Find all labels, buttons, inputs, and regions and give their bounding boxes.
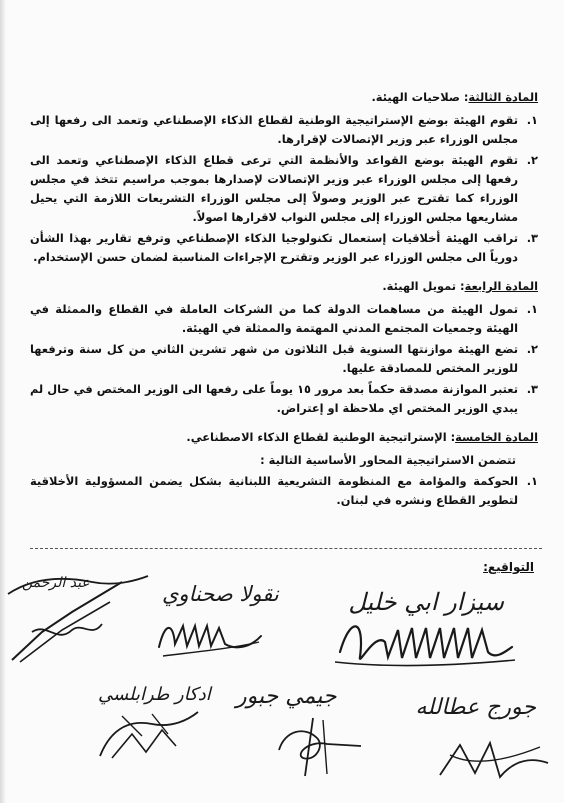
article-4-item-1 bbox=[30, 300, 538, 338]
article-3-item-1 bbox=[30, 111, 538, 149]
signature-name-sahnaoui: نقولا صحناوي bbox=[162, 582, 279, 606]
article-3-item-2 bbox=[30, 151, 538, 227]
article-4-label: المادة الرابعة bbox=[464, 279, 538, 293]
item-number: ١. bbox=[526, 474, 538, 488]
signature-scribble-traboulsi bbox=[92, 706, 202, 766]
article-5-intro: تتضمن الاستراتيجية المحاور الأساسية التالية : bbox=[260, 453, 516, 467]
article-5-label: المادة الخامسة bbox=[455, 430, 538, 444]
article-4-item-3 bbox=[30, 380, 538, 418]
article-5-item-1 bbox=[30, 472, 538, 510]
item-text: الحوكمة والمؤامة مع المنظومة التشريعية اللبنانية بشكل يضمن المسؤولية الأخلاقية لتطوير القطاع ونشره في لبنان. bbox=[30, 474, 518, 507]
scan-edge-shadow bbox=[0, 0, 6, 803]
article-4-item-2 bbox=[30, 340, 538, 378]
signature-name-jabbour: جيمي جبور bbox=[236, 684, 337, 709]
article-5-title: : الإستراتيجية الوطنية لقطاع الذكاء الاصطناعي. bbox=[186, 430, 456, 444]
item-number: ١. bbox=[526, 113, 538, 127]
item-text: تعتبر الموازنة مصدقة حكماً بعد مرور ١٥ يوماً على رفعها الى الوزير المختص في حال لم يبدي الوزير المختص اي ملاحظة او إعتراض. bbox=[30, 382, 518, 415]
article-3-title: : صلاحيات الهيئة. bbox=[371, 90, 469, 104]
dashed-divider bbox=[30, 548, 542, 549]
signature-scribble-sahnaoui bbox=[155, 612, 265, 662]
signature-name-abdulrahman: عبد الرحمن bbox=[22, 575, 90, 591]
signature-name-cesar: سيزار ابي خليل bbox=[348, 588, 504, 616]
item-number: ٢. bbox=[526, 153, 538, 167]
article-3-item-3 bbox=[30, 229, 538, 267]
article-3-heading bbox=[30, 88, 538, 107]
item-text: تمول الهيئة من مساهمات الدولة كما من الشركات العاملة في القطاع والممثلة في الهيئة وجمعيات المجتمع المدني المهتمة والممثلة في الهيئة. bbox=[30, 302, 518, 335]
article-3-label: المادة الثالثة bbox=[468, 90, 538, 104]
document-body bbox=[30, 88, 538, 512]
item-number: ٣. bbox=[526, 231, 538, 245]
item-text: تراقب الهيئة أخلاقيات إستعمال تكنولوجيا الذكاء الإصطناعي وترفع تقارير بهذا الشأن دورياً الى مجلس الوزراء عبر الوزير وتقترح الإجراءات المناسبة لضمان حسن الإستخدام. bbox=[30, 231, 518, 264]
item-text: تضع الهيئة موازنتها السنوية قبل الثلاثون من شهر تشرين الثاني من كل سنة وترفعها للوزير المختص للمصادقة عليها. bbox=[30, 342, 518, 375]
signature-name-traboulsi: ادكار طرابلسي bbox=[98, 684, 211, 705]
signature-scribble-jabbour bbox=[265, 710, 375, 780]
signature-scribble-atallah bbox=[430, 725, 555, 785]
article-5-heading bbox=[30, 428, 538, 447]
signatures-label: التواقيع: bbox=[483, 560, 534, 574]
item-number: ٣. bbox=[526, 382, 538, 396]
item-text: تقوم الهيئة بوضع الإستراتيجية الوطنية لقطاع الذكاء الإصطناعي وتعمد الى رفعها إلى مجلس الوزراء عبر وزير الإتصالات لإقرارها. bbox=[30, 113, 518, 146]
item-number: ٢. bbox=[526, 342, 538, 356]
article-4-title: : تمويل الهيئة. bbox=[382, 279, 465, 293]
signature-scribble-cesar bbox=[330, 612, 520, 670]
item-text: تقوم الهيئة بوضع القواعد والأنظمة التي ترعى قطاع الذكاء الإصطناعي وتعمد الى رفعها إلى مجلس الوزراء عبر وزير الإتصالات لإصدارها بموجب مراسيم تتخذ في مجلس الوزراء كما تقترح عبر الوزير وصولاً إلى مجلس الوزراء التشريعات اللازمة التي يحيل مشاريعها مجلس الوزراء إلى مجلس النواب لاقرارها اصولاً. bbox=[30, 153, 518, 224]
signature-name-atallah: جورج عطالله bbox=[415, 695, 536, 720]
item-number: ١. bbox=[526, 302, 538, 316]
article-4-heading bbox=[30, 277, 538, 296]
